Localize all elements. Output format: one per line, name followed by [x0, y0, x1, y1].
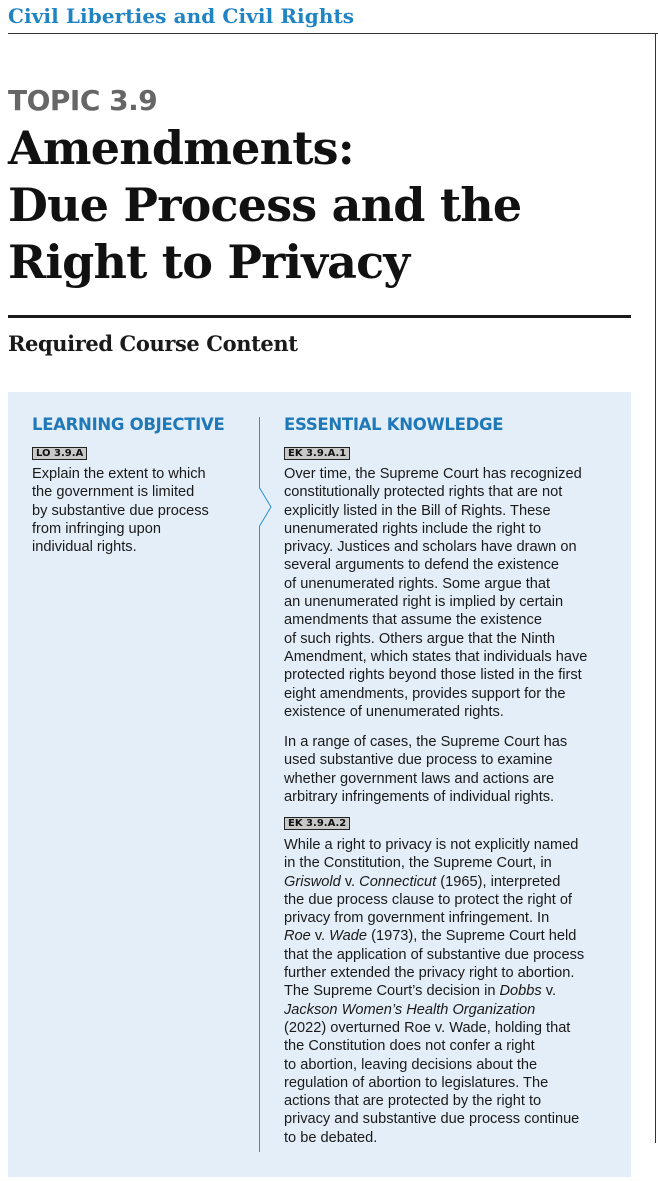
text-line: used substantive due process to examine	[284, 752, 553, 769]
text-line: explicitly listed in the Bill of Rights. These	[284, 502, 551, 519]
text-line: Amendment, which states that individuals have	[284, 648, 588, 665]
case-name: Wade	[329, 928, 368, 945]
ek-code-1: EK 3.9.A.1	[284, 447, 350, 460]
learning-objective-text	[32, 465, 209, 556]
text-line: individual rights.	[32, 539, 137, 556]
running-head-rule	[8, 33, 658, 34]
text-line: of such rights. Others argue that the Ninth	[284, 630, 555, 647]
learning-objective-heading: LEARNING OBJECTIVE	[32, 415, 225, 434]
running-head: Civil Liberties and Civil Rights	[8, 4, 355, 28]
text-line	[284, 873, 584, 891]
page-title	[8, 120, 628, 291]
ek1-paragraph-2	[284, 733, 567, 806]
chevron-right-icon	[259, 487, 273, 527]
text-line: actions that are protected by the right to	[284, 1093, 542, 1110]
title-line: Amendments:	[8, 121, 354, 175]
text-line: the Constitution does not confer a right	[284, 1038, 535, 1055]
text-line: protected rights beyond those listed in the first	[284, 667, 582, 684]
text-fragment: (1973), the Supreme Court held	[367, 928, 577, 945]
text-line: of unenumerated rights. Some argue that	[284, 575, 551, 592]
text-line	[284, 927, 584, 945]
text-line: that the application of substantive due process	[284, 946, 585, 963]
text-line: an unenumerated right is implied by certain	[284, 594, 564, 611]
topic-label: TOPIC 3.9	[8, 84, 158, 117]
text-line: eight amendments, provides support for the	[284, 685, 566, 702]
text-line: whether government laws and actions are	[284, 770, 555, 787]
ek-code-2: EK 3.9.A.2	[284, 817, 350, 830]
text-line: the government is limited	[32, 484, 195, 501]
title-rule	[8, 315, 631, 318]
text-line: the due process clause to protect the right of	[284, 891, 572, 908]
text-line: unenumerated rights include the right to	[284, 520, 542, 537]
title-line: Due Process and the	[8, 178, 522, 232]
title-line: Right to Privacy	[8, 235, 410, 289]
text-fragment: v.	[541, 983, 557, 1000]
text-fragment: v.	[310, 928, 330, 945]
text-line: privacy from government infringement. In	[284, 910, 550, 927]
learning-objective-code: LO 3.9.A	[32, 447, 87, 460]
case-name: Jackson Women’s Health Organization	[284, 1001, 536, 1018]
text-line	[284, 982, 584, 1000]
text-line: regulation of abortion to legislatures. The	[284, 1074, 549, 1091]
page-side-rule	[655, 33, 656, 1143]
text-line: privacy. Justices and scholars have drawn on	[284, 539, 577, 556]
ek1-paragraph-1	[284, 465, 587, 721]
essential-knowledge-heading: ESSENTIAL KNOWLEDGE	[284, 415, 504, 434]
text-line: by substantive due process	[32, 502, 209, 519]
text-line: constitutionally protected rights that are not	[284, 484, 563, 501]
text-line	[284, 1001, 584, 1019]
text-fragment: v.	[340, 873, 360, 890]
text-fragment: (1965), interpreted	[436, 873, 561, 890]
ek2-paragraph	[284, 836, 584, 1147]
case-name: Dobbs	[499, 983, 542, 1000]
text-line: (2022) overturned Roe v. Wade, holding that	[284, 1019, 571, 1036]
section-heading: Required Course Content	[8, 331, 298, 356]
case-name: Roe	[284, 928, 311, 945]
text-line: further extended the privacy right to abortion.	[284, 965, 575, 982]
text-line: from infringing upon	[32, 520, 161, 537]
case-name: Connecticut	[359, 873, 437, 890]
text-line: existence of unenumerated rights.	[284, 703, 504, 720]
text-line: in the Constitution, the Supreme Court, in	[284, 855, 552, 872]
text-line: to be debated.	[284, 1129, 378, 1146]
text-line: Over time, the Supreme Court has recognized	[284, 466, 582, 482]
text-line: to abortion, leaving decisions about the	[284, 1056, 538, 1073]
text-line: several arguments to defend the existence	[284, 557, 560, 574]
text-line: privacy and substantive due process continue	[284, 1111, 580, 1128]
case-name: Griswold	[284, 873, 341, 890]
text-fragment: The Supreme Court’s decision in	[284, 983, 500, 1000]
text-line: In a range of cases, the Supreme Court has	[284, 734, 568, 750]
text-line: arbitrary infringements of individual rights.	[284, 788, 555, 805]
text-line: amendments that assume the existence	[284, 612, 542, 629]
column-divider	[259, 417, 260, 1152]
text-line: While a right to privacy is not explicitly named	[284, 837, 579, 853]
text-line: Explain the extent to which	[32, 466, 206, 482]
